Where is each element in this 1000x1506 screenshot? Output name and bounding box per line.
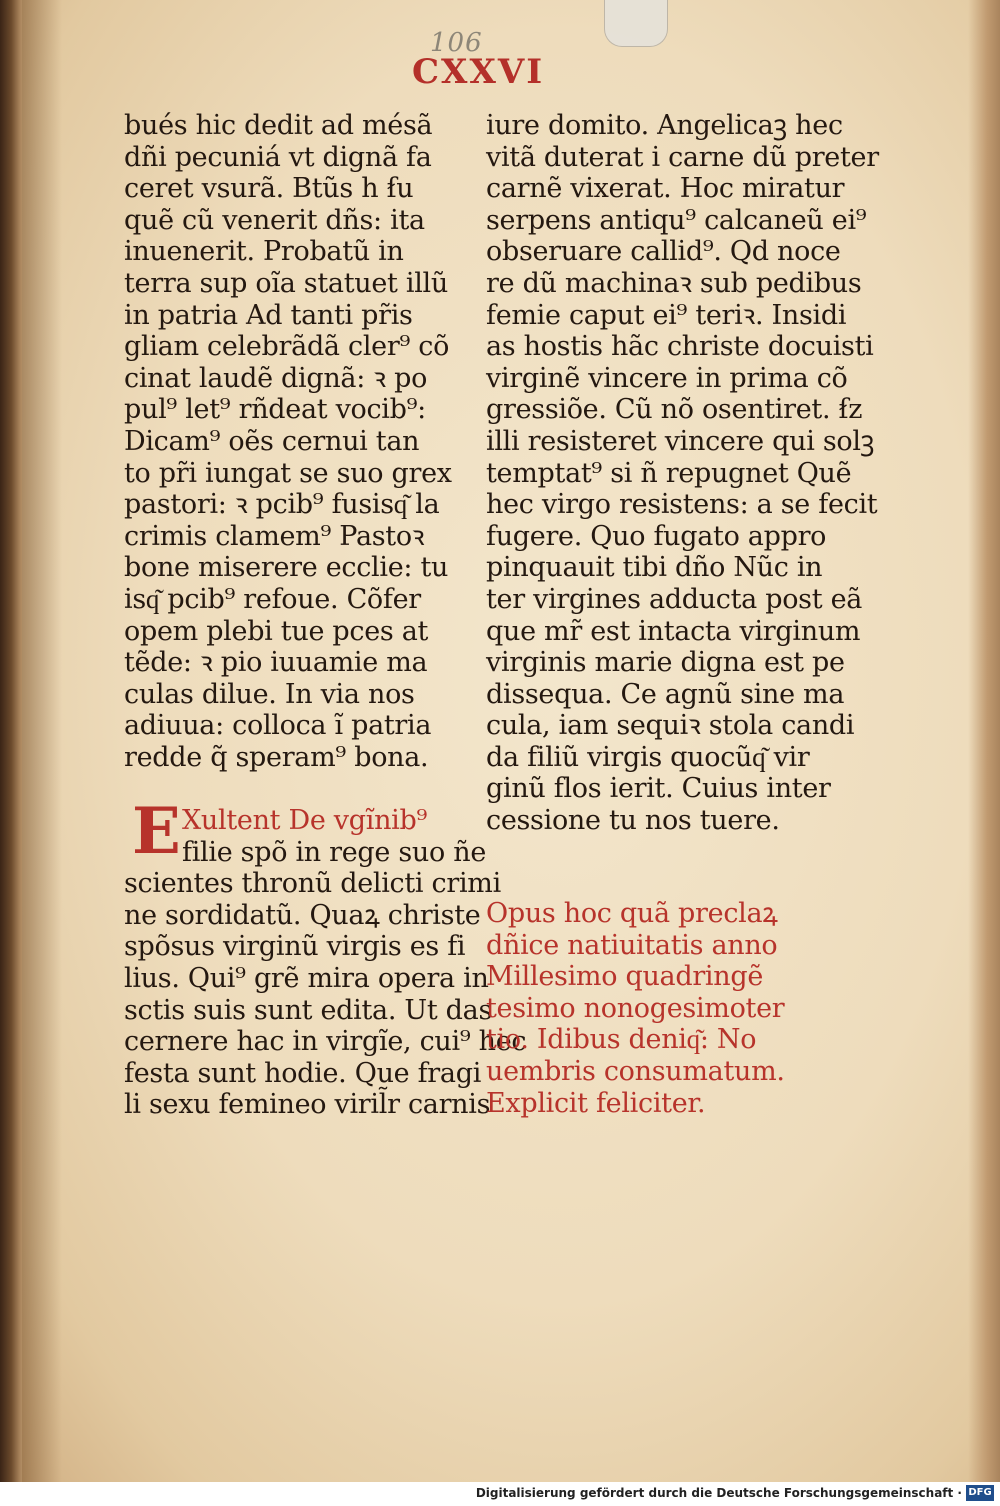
text-line: ginũ flos ierit. Cuius inter [486,773,831,805]
text-line: terra sup oĩa statuet illũ [124,267,448,299]
text-line: crimis clamem⁹ Pastoꝛ [124,520,425,552]
page-right-edge [968,0,1000,1482]
text-line: inuenerit. Probatũ in [124,236,404,268]
text-line: dissequa. Ce agnũ sine ma [486,678,845,710]
footer-bar [0,1482,1000,1506]
text-line: bone miserere ecclie: tu [124,552,449,584]
text-line: cessione tu nos tuere. [486,805,780,837]
pencil-page-number: 106 [430,28,483,58]
text-line: li sexu femineo viril̃r carnis [124,1089,491,1121]
text-line: pastori: ꝛ pcib⁹ fusisq͂ la [124,489,440,521]
text-line: illi resisteret vincere qui solꝫ [486,425,875,457]
colophon-line: Opus hoc quã preclaꝝ [486,898,778,929]
right-text-column [486,110,879,837]
text-line: ceret vsurã. Btũs h ẜu [124,173,414,205]
text-line: sctis suis sunt edita. Ut das [124,994,493,1026]
text-line: ter virgines adducta post eã [486,583,863,615]
text-line: fugere. Quo fugato appro [486,520,827,552]
text-line: quẽ cũ venerit dñs: ita [124,204,425,236]
text-line: Dicam⁹ oẽs cernui tan [124,425,420,457]
text-line: da filiũ virgis quocũq͂ vir [486,741,810,773]
text-line: filie spõ in rege suo ñe [182,836,487,868]
colophon-line: Millesimo quadringẽ [486,961,764,993]
dfg-logo: DFG [966,1485,994,1501]
text-line: femie caput ei⁹ teriꝛ. Insidi [486,299,847,331]
text-line: lius. Qui⁹ grẽ mira opera in [124,963,489,995]
page-gutter-shadow [22,0,62,1482]
text-line: in patria Ad tanti pr̃is [124,299,413,331]
colophon [486,898,816,1119]
text-line: isq͂ pcib⁹ refoue. Cõfer [124,583,421,615]
text-line: vitã duterat i carne dũ preter [486,141,879,173]
bookmark-tab [604,0,668,47]
colophon-line: dñice natiuitatis anno [486,929,778,961]
text-line: pinquauit tibi dño Nũc in [486,552,823,584]
colophon-line: tesimo nonogesimoter [486,992,785,1024]
text-line: festa sunt hodie. Que fragi [124,1057,482,1089]
text-line: que mr̃ est intacta virginum [486,615,861,647]
colophon-line: Explicit feliciter. [486,1087,706,1119]
text-line: cernere hac in virgĩe, cui⁹ hec [124,1026,527,1058]
text-line: culas dilue. In via nos [124,678,415,710]
text-line: hec virgo resistens: a se fecit [486,489,878,521]
text-line: adiuua: colloca ĩ patria [124,710,432,742]
colophon-line: tio. Idibus deniq͂: No [486,1024,757,1056]
text-line: virginẽ vincere in prima cõ [486,362,848,394]
text-line: ne sordidatũ. Quaꝝ christe [124,899,481,931]
text-line: dñi pecuniá vt dignã fa [124,141,432,173]
text-line: to pr̃i iungat se suo grex [124,457,452,489]
text-line: virginis marie digna est pe [486,647,845,679]
text-line: re dũ machinaꝛ sub pedibus [486,267,862,299]
decorated-initial: E [132,794,181,869]
text-line: bués hic dedit ad mésã [124,110,433,141]
text-line: as hostis hãc christe docuisti [486,331,874,363]
text-line: gliam celebrãdã cler⁹ cõ [124,331,450,363]
text-line: obseruare callid⁹. Qd noce [486,236,841,268]
text-line: redde q̃ speram⁹ bona. [124,741,429,773]
text-line: serpens antiqu⁹ calcaneũ ei⁹ [486,204,867,236]
text-line: tẽde: ꝛ pio iuuamie ma [124,647,428,679]
left-text-column [124,110,527,1121]
text-line: spõsus virginũ virgis es fi [124,931,466,963]
text-line: temptat⁹ si ñ repugnet Quẽ [486,457,852,489]
colophon-line: uembris consumatum. [486,1055,785,1087]
text-line: iure domito. Angelicaꝫ hec [486,110,843,141]
funding-credit: Digitalisierung gefördert durch die Deutsche Forschungsgemeinschaft · [475,1486,962,1500]
text-line: cula, iam sequiꝛ stola candi [486,710,855,742]
text-line: pul⁹ let⁹ rñdeat vocib⁹: [124,394,426,426]
text-line: Xultent De vgĩnib⁹ [182,805,428,837]
text-line: carnẽ vixerat. Hoc miratur [486,173,845,205]
text-line: gressiõe. Cũ nõ osentiret. ẜz [486,394,863,426]
folio-number: CXXVI [412,52,545,92]
text-line: cinat laudẽ dignã: ꝛ po [124,362,428,394]
text-line: opem plebi tue pces at [124,615,429,647]
text-line: scientes thronũ delicti crimi [124,868,501,900]
